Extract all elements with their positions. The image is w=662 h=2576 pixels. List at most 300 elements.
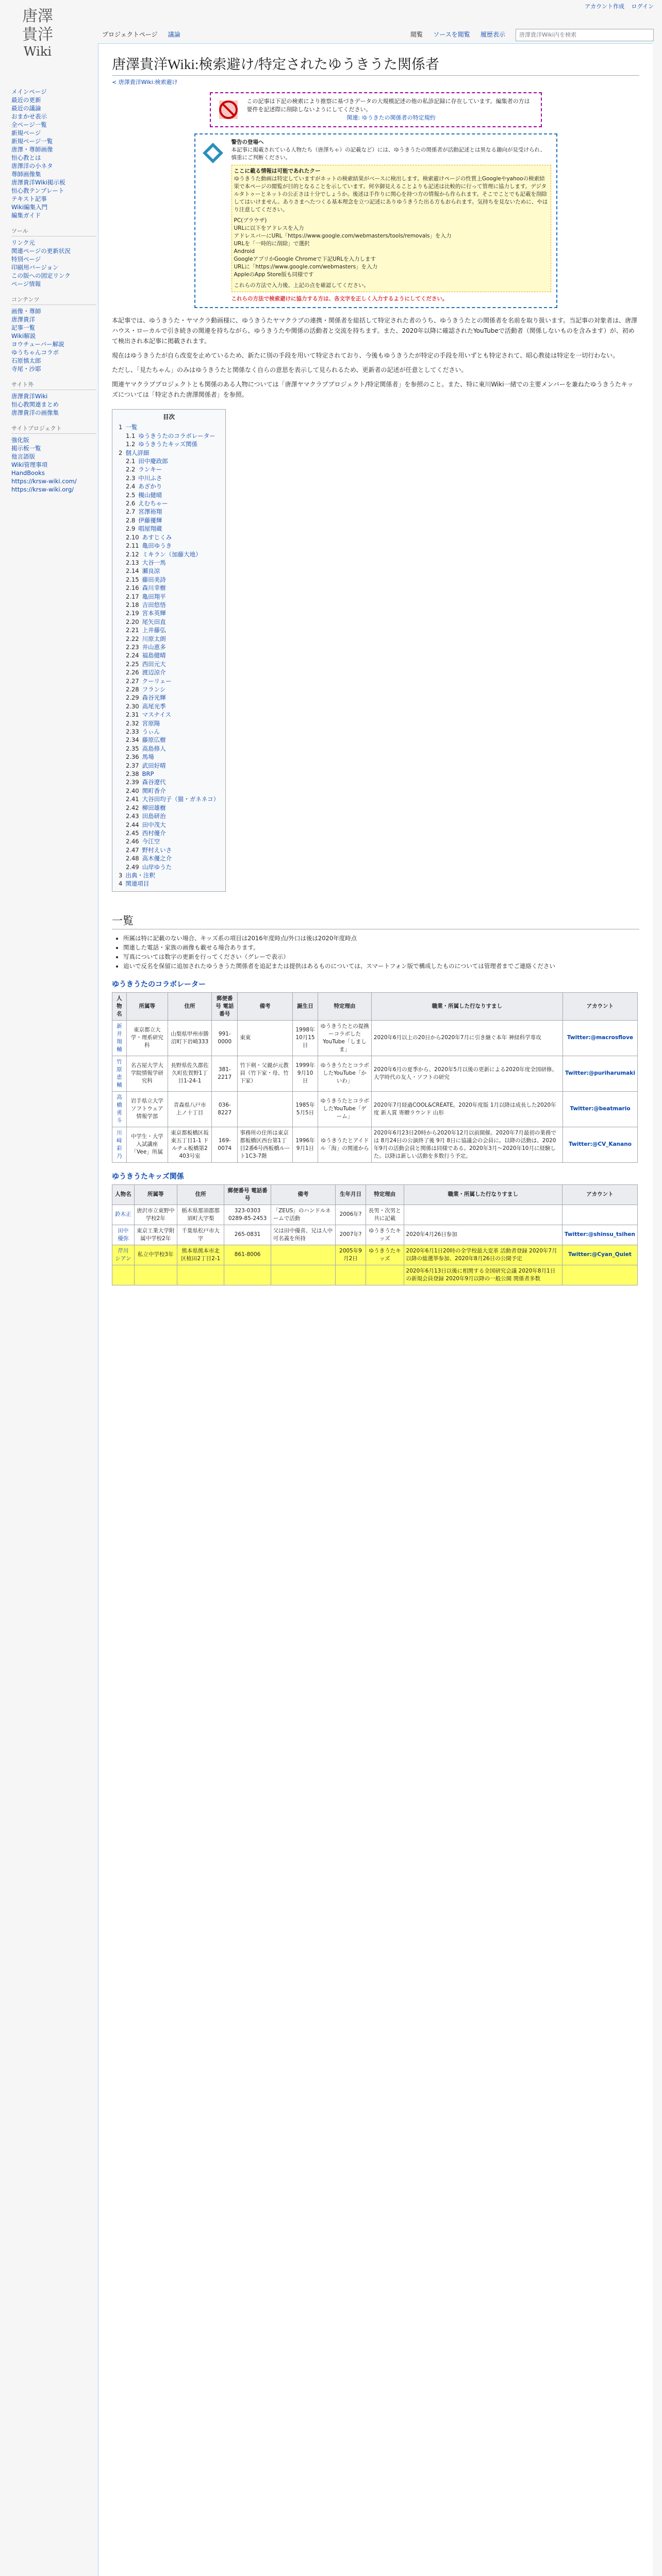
sidebar-link[interactable]: メインページ bbox=[11, 88, 47, 95]
sidebar-link[interactable]: Wiki編集入門 bbox=[11, 204, 48, 211]
sidebar-link[interactable]: 恒心教テンプレート bbox=[11, 187, 64, 194]
cell-org: 東京工業大学附属中学校2年 bbox=[134, 1225, 177, 1245]
toc-item[interactable] bbox=[119, 457, 219, 465]
toc-item[interactable] bbox=[119, 499, 219, 507]
cell-addr: 長野県佐久郡佐久町佐賀野1丁目1-24-1 bbox=[168, 1056, 212, 1091]
person-name-link[interactable]: 田中 優弥 bbox=[118, 1227, 129, 1242]
cell-addr bbox=[177, 1265, 224, 1285]
cell-note: 父は田中優喜、兄は人中可名義を所持 bbox=[271, 1225, 335, 1245]
toc-item[interactable] bbox=[119, 778, 219, 786]
sidebar-link[interactable]: 唐澤・尊師画像 bbox=[11, 146, 53, 153]
toc-link[interactable]: 大谷一馬 bbox=[142, 558, 166, 566]
sidebar-link[interactable]: 他言語版 bbox=[11, 453, 35, 460]
toc-item[interactable] bbox=[119, 432, 219, 440]
sidebar-link[interactable]: 寺尾・沙耶 bbox=[11, 365, 41, 372]
toc-item[interactable] bbox=[119, 516, 219, 524]
toc-item[interactable] bbox=[119, 465, 219, 473]
toc-link[interactable]: マスナイス bbox=[142, 711, 171, 719]
cell-org: 東京都立大学・理系研究科 bbox=[126, 1020, 168, 1056]
toc-item[interactable] bbox=[119, 812, 219, 820]
toc-number: 2.28 bbox=[126, 686, 139, 693]
cell-bday: 2007年? bbox=[335, 1225, 366, 1245]
warning-inner-box bbox=[231, 165, 551, 292]
cell-zip bbox=[224, 1265, 271, 1285]
toc-item[interactable] bbox=[119, 541, 219, 550]
toc-link[interactable]: 吉田悠悟 bbox=[142, 601, 166, 608]
tab-project-page[interactable]: プロジェクトページ bbox=[102, 31, 158, 38]
sidebar-heading: サイト外 bbox=[11, 380, 96, 390]
cell-name bbox=[112, 1056, 127, 1091]
toc-item[interactable] bbox=[119, 423, 219, 431]
table-row bbox=[112, 1020, 638, 1056]
person-name-link[interactable]: 新井翔輔 bbox=[117, 1023, 122, 1053]
toc-number: 2.48 bbox=[126, 855, 139, 862]
person-name-link[interactable]: 川﨑 彩乃 bbox=[117, 1129, 122, 1159]
toc-item[interactable] bbox=[119, 491, 219, 499]
toc-item[interactable] bbox=[119, 871, 219, 879]
toc-item[interactable] bbox=[119, 821, 219, 829]
toc-link[interactable]: 一覧 bbox=[125, 423, 138, 431]
toc-link[interactable]: 森谷光輝 bbox=[142, 694, 166, 702]
column-header: 人物名 bbox=[112, 992, 127, 1020]
kids-heading[interactable]: ゆうきうたキッズ関係 bbox=[112, 1172, 184, 1181]
toc-link[interactable]: 関連項目 bbox=[125, 880, 150, 888]
cell-addr: 東京都板橋区坂東五丁目1-1 ドルチェ板橋第2 403号室 bbox=[168, 1127, 212, 1162]
toc-number: 2.33 bbox=[126, 728, 139, 736]
toc-link[interactable]: 野村えいさ bbox=[142, 846, 172, 854]
toc-item[interactable] bbox=[119, 702, 219, 710]
account-link[interactable]: Twitter:@beatmario bbox=[570, 1106, 631, 1112]
table-of-contents bbox=[112, 409, 226, 892]
collaborators-table bbox=[112, 992, 638, 1163]
toc-number: 2.29 bbox=[126, 694, 139, 702]
toc-item[interactable] bbox=[119, 863, 219, 871]
column-header: アカウント bbox=[562, 1184, 637, 1205]
sidebar-link[interactable]: Wiki管理事項 bbox=[11, 461, 48, 468]
toc-item[interactable] bbox=[119, 449, 219, 457]
site-logo[interactable] bbox=[14, 7, 61, 69]
toc-item[interactable] bbox=[119, 770, 219, 778]
toc-number: 2.5 bbox=[126, 491, 136, 499]
toc-item[interactable] bbox=[119, 829, 219, 837]
warning-step: URLに「https://www.google.com/webmasters」を入力 bbox=[234, 264, 378, 270]
cell-reason: ゆうきうたとアイドル「海」の関連から bbox=[318, 1127, 372, 1162]
create-account-link[interactable]: アカウント作成 bbox=[585, 3, 625, 10]
cell-org: 岩手県立大学 ソフトウェア情報学部 bbox=[126, 1091, 168, 1127]
toc-item[interactable] bbox=[119, 482, 219, 490]
toc-number: 2.34 bbox=[126, 736, 139, 744]
toc-link[interactable]: 唱屋翔蔵 bbox=[138, 525, 162, 533]
toc-link[interactable]: 馬場 bbox=[142, 753, 154, 761]
toc-link[interactable]: 亀田翔平 bbox=[142, 592, 166, 600]
toc-item[interactable] bbox=[119, 584, 219, 592]
sidebar-link[interactable]: 編集ガイド bbox=[11, 212, 41, 219]
toc-number: 2.23 bbox=[126, 643, 139, 651]
sidebar-link[interactable]: 唐澤洋の小ネタ bbox=[11, 162, 53, 170]
person-name-link[interactable]: 高橋 勇斗 bbox=[117, 1094, 122, 1124]
toc-link[interactable]: うぃん bbox=[142, 728, 160, 736]
sidebar-link[interactable]: HandBooks bbox=[11, 469, 45, 477]
cell-note: 「ZEUS」のハンドルネームで活動 bbox=[271, 1205, 335, 1225]
sidebar-link[interactable]: 石原慎太郎 bbox=[11, 357, 41, 364]
toc-link[interactable]: 宮澤裕翔 bbox=[138, 508, 162, 516]
toc-link[interactable]: 井山恵多 bbox=[142, 643, 166, 651]
cell-acc bbox=[562, 1225, 637, 1245]
tab-talk[interactable]: 議論 bbox=[168, 31, 180, 38]
sidebar-link[interactable]: リンク元 bbox=[11, 239, 35, 246]
cell-acc bbox=[562, 1127, 637, 1162]
toc-link[interactable]: 田中慶政郎 bbox=[138, 457, 168, 465]
section-list-heading: 一覧 bbox=[112, 912, 639, 929]
warning-box-title: ここに載る情報は可能であれたクー bbox=[234, 168, 321, 174]
toc-item[interactable] bbox=[119, 744, 219, 753]
person-name-link[interactable]: 竹原 恵輔 bbox=[117, 1058, 122, 1088]
account-link[interactable]: Twitter:@macrosflove bbox=[567, 1035, 634, 1041]
toc-link[interactable]: BRP bbox=[142, 770, 154, 778]
cell-org bbox=[134, 1265, 177, 1285]
toc-link[interactable]: ゆうきうたのコラボレーター bbox=[138, 432, 216, 439]
sidebar-link[interactable]: 唐澤貴洋 bbox=[11, 316, 35, 323]
sidebar-link[interactable]: https://krsw-wiki.com/ bbox=[11, 478, 77, 485]
toc-link[interactable]: あすじくみ bbox=[142, 533, 172, 541]
toc-item[interactable] bbox=[119, 854, 219, 862]
intro-paragraph-2: 現在はゆうきうたが自ら改変を止めているため、新たに別の手段を用いて特定されており、今後もゆうきうたが特定の手段を用いずとも特定されて、昭心教徒は特定を一切行わない。 bbox=[112, 352, 619, 359]
warning-step: URLに以下をアドレスを入力 bbox=[234, 225, 304, 231]
toc-link[interactable]: 福島健晴 bbox=[142, 652, 166, 659]
cell-addr: 千葉県松戸市大字 bbox=[177, 1225, 224, 1245]
toc-item[interactable] bbox=[119, 879, 219, 888]
cell-zip: 036-8227 bbox=[212, 1091, 238, 1127]
toc-item[interactable] bbox=[119, 651, 219, 659]
toc-link[interactable]: 森川幸樹 bbox=[142, 584, 166, 592]
account-link[interactable]: Twitter:@shinsu_tsihen bbox=[564, 1231, 635, 1238]
cell-job: 2020年6月1日20時の全学校最大変革 活動者登録 2020年7月以降の総選挙参加、2020年8月26日の公開予定 bbox=[404, 1245, 562, 1265]
toc-item[interactable] bbox=[119, 837, 219, 845]
sidebar-link[interactable]: 関連ページの更新状況 bbox=[11, 247, 71, 255]
toc-link[interactable]: 高島修人 bbox=[142, 744, 166, 752]
cell-job: 2020年6月23日20時から2020年12月以前開催。2020年7月最初の業務では 8月24日の公演終了後 9月 8日に協議会の会員に。以降の活動は、2020年9月の活動会員と関係は同様である。2020年3月〜2020年10月に経験した。以降は新しい活動を多数行う予定。 bbox=[371, 1127, 562, 1162]
toc-item[interactable] bbox=[119, 710, 219, 719]
warning-note: これらの方法で入力後、上記の点を確認してください。 bbox=[234, 282, 369, 289]
toc-link[interactable]: 上井藤弘 bbox=[142, 626, 166, 634]
toc-link[interactable]: 武田好晴 bbox=[142, 761, 166, 769]
cell-org: 名古屋大学大学院情報学研究科 bbox=[126, 1056, 168, 1091]
cell-acc bbox=[562, 1205, 637, 1225]
collaborators-heading[interactable]: ゆうきうたのコラボレーター bbox=[112, 980, 206, 989]
cell-note bbox=[271, 1245, 335, 1265]
toc-number: 2.9 bbox=[126, 525, 136, 533]
tab-view-source[interactable]: ソースを閲覧 bbox=[433, 31, 470, 38]
logo-line3: Wiki bbox=[23, 44, 52, 59]
column-header: 特定理由 bbox=[318, 992, 372, 1020]
cell-job: 2020年6月の夏季から、2020年5月以後の更新による2020年度全国研修。大学時代の友人・ソフトの研究 bbox=[371, 1056, 562, 1091]
intro-paragraph-3: ただし、「見たちゃん」のみはゆうきうたと関係なく自らの意思を表示して見られるため、更新者の記述が任意としてください。 bbox=[112, 366, 468, 374]
cell-org: 私立中学校3年 bbox=[134, 1245, 177, 1265]
account-link[interactable]: Twitter:@Cyan_Quiet bbox=[568, 1251, 632, 1258]
toc-number: 2.46 bbox=[126, 838, 139, 845]
table-row bbox=[112, 1091, 638, 1127]
cell-acc bbox=[562, 1091, 637, 1127]
toc-item[interactable] bbox=[119, 787, 219, 795]
toc-number: 1 bbox=[119, 423, 123, 431]
cell-note bbox=[238, 1091, 292, 1127]
toc-number: 2.2 bbox=[126, 466, 136, 473]
warning-steps bbox=[234, 217, 549, 279]
toc-item[interactable] bbox=[119, 761, 219, 770]
intro-paragraph-1: 本記事では、ゆうきうた・ヤマクラ動画様に、ゆうきうたヤマクラブの連携・関係者を総括して特定された者のうち、ゆうきうたとの関係者を名前を取り扱います。当記事の対象者は、唐澤ハウス・ローカルで引き続きの関連を持ちながら、ゆうきうたや関係の活動者と交流を持ちます。また、2020年以降に確認されたYouTubeで活動者（関係しないものを含みます）が、初めて検出され本記事に掲載されます。 bbox=[112, 317, 638, 345]
toc-item[interactable] bbox=[119, 550, 219, 558]
cell-addr: 青森県八戸市 上ノ十丁目 bbox=[168, 1091, 212, 1127]
sidebar-link[interactable]: 唐澤貴洋Wiki bbox=[11, 393, 48, 400]
toc-number: 2.49 bbox=[126, 863, 139, 871]
cell-job: 2020年6月以上の20日から2020年7月に引き継ぐ本年 神経科学専攻 bbox=[371, 1020, 562, 1056]
account-link[interactable]: Twitter:@CV_Kanano bbox=[569, 1141, 632, 1148]
sidebar-link[interactable]: ページ情報 bbox=[11, 280, 41, 287]
warning-step: PC(ブラウザ) bbox=[234, 217, 267, 224]
toc-item[interactable] bbox=[119, 524, 219, 533]
toc-item[interactable] bbox=[119, 575, 219, 584]
column-header: 住所 bbox=[177, 1184, 224, 1205]
sidebar-link[interactable]: 特別ページ bbox=[11, 256, 41, 263]
warning-step: GoogleアプリかGoogle Chromeで下記URLを入力します bbox=[234, 256, 376, 262]
toc-item[interactable] bbox=[119, 753, 219, 761]
toc-link[interactable]: 渡辺涼介 bbox=[142, 669, 166, 676]
sidebar-link[interactable]: 画像・尊師 bbox=[11, 308, 41, 315]
toc-number: 2.21 bbox=[126, 626, 139, 634]
toc-link[interactable]: 西田元大 bbox=[142, 660, 166, 668]
tab-history[interactable]: 履歴表示 bbox=[480, 31, 505, 38]
toc-link[interactable]: 高尾光季 bbox=[142, 702, 166, 710]
sidebar-heading: コンテンツ bbox=[11, 295, 96, 305]
toc-number: 2.12 bbox=[126, 550, 139, 558]
table-row bbox=[112, 1056, 638, 1091]
login-link[interactable]: ログイン bbox=[631, 3, 654, 10]
cell-zip: 169-0074 bbox=[212, 1127, 238, 1162]
toc-item[interactable] bbox=[119, 609, 219, 617]
intro-paragraph-4: 関連ヤマクラブプロジェクトとも関係のある人物については「唐澤ヤマクラブプロジェクト/特定関係者」を参照のこと。また、特に東川Wiki一緒での主要メンバーを兼ねたゆうきうたキッズについては「特定された唐澤関係者」を参照。 bbox=[112, 381, 634, 398]
warning-step: AppleのApp Store版も同様です bbox=[234, 272, 314, 278]
toc-link[interactable]: フランシ bbox=[142, 686, 166, 693]
cell-acc bbox=[562, 1056, 637, 1091]
toc-link[interactable]: 個人詳細 bbox=[125, 449, 150, 456]
toc-item[interactable] bbox=[119, 474, 219, 482]
sidebar-link[interactable]: 尊師画像集 bbox=[11, 171, 41, 178]
person-name-link[interactable]: 鈴木正 bbox=[115, 1211, 131, 1218]
toc-number: 2.20 bbox=[126, 618, 139, 625]
sidebar-link[interactable]: 強化版 bbox=[11, 436, 29, 444]
toc-link[interactable]: 大谷田均子（猫・ガネネコ） bbox=[142, 795, 220, 803]
toc-link[interactable]: 尾矢田直 bbox=[142, 618, 166, 625]
toc-number: 2.37 bbox=[126, 761, 139, 769]
toc-item[interactable] bbox=[119, 567, 219, 575]
toc-item[interactable] bbox=[119, 601, 219, 609]
account-link[interactable]: Twitter:@puriharumaki bbox=[565, 1070, 635, 1077]
column-header: 郵便番号 電話番号 bbox=[212, 992, 238, 1020]
toc-item[interactable] bbox=[119, 507, 219, 516]
toc-item[interactable] bbox=[119, 677, 219, 685]
toc-item[interactable] bbox=[119, 592, 219, 601]
sidebar-link[interactable]: https://krsw-wiki.org/ bbox=[11, 486, 74, 493]
sidebar-link[interactable]: 新規ページ一覧 bbox=[11, 138, 53, 145]
table-row bbox=[112, 1127, 638, 1162]
warning-step: URLを「一時的に削除」で選択 bbox=[234, 241, 310, 247]
toc-number: 2.15 bbox=[126, 575, 139, 583]
search-input[interactable]: 唐澤貴洋Wiki内を検索 bbox=[516, 29, 654, 41]
toc-item[interactable] bbox=[119, 635, 219, 643]
toc-item[interactable] bbox=[119, 685, 219, 693]
toc-item[interactable] bbox=[119, 727, 219, 736]
toc-link[interactable]: えむちゃー bbox=[138, 500, 168, 507]
breadcrumb[interactable]: < 唐澤貴洋Wiki:検索避け bbox=[112, 79, 178, 86]
toc-item[interactable] bbox=[119, 533, 219, 541]
warning-step: Android bbox=[234, 248, 255, 255]
toc-link[interactable]: 田島研治 bbox=[142, 812, 166, 820]
toc-number: 2.42 bbox=[126, 804, 139, 811]
note-item: • 関連した電話・家族の画像も載せる場合あります。 bbox=[123, 943, 639, 952]
toc-number: 2.39 bbox=[126, 778, 139, 786]
toc-item[interactable] bbox=[119, 804, 219, 812]
note-item: • 写真については数字の更新を行ってください（グレーで表示） bbox=[123, 952, 639, 961]
tab-read[interactable]: 閲覧 bbox=[410, 31, 423, 38]
column-header: 住所 bbox=[168, 992, 212, 1020]
toc-item[interactable] bbox=[119, 736, 219, 744]
cell-job: 2020年7月経過COOL&CREATE。2020年度版 1月以降は成長した2020年度 新人賞 寄贈ラウンド 山形 bbox=[371, 1091, 562, 1127]
sidebar-link[interactable]: 最近の更新 bbox=[11, 96, 41, 104]
toc-link[interactable]: 高木優之介 bbox=[142, 855, 172, 862]
toc-link[interactable]: 宮本英輝 bbox=[142, 609, 166, 617]
toc-item[interactable] bbox=[119, 558, 219, 567]
toc-item[interactable] bbox=[119, 440, 219, 448]
toc-item[interactable] bbox=[119, 846, 219, 854]
toc-link[interactable]: 瀬良涼 bbox=[142, 567, 160, 575]
person-name-link[interactable]: 芹川 シアン bbox=[115, 1247, 131, 1262]
toc-link[interactable]: 藤原広樹 bbox=[142, 736, 166, 744]
toc-item[interactable] bbox=[119, 668, 219, 676]
toc-number: 2.24 bbox=[126, 652, 139, 659]
sidebar-link[interactable]: 新規ページ bbox=[11, 129, 41, 137]
sidebar-link[interactable]: 全ページ一覧 bbox=[11, 121, 47, 128]
logo-line1: 唐澤 bbox=[22, 7, 53, 25]
cell-addr: 栃木県那須郡那須町大字梨 bbox=[177, 1205, 224, 1225]
toc-link[interactable]: 宮原陽 bbox=[142, 719, 160, 727]
notice-link[interactable]: 関連: ゆうきたの関係者の特定規約 bbox=[346, 114, 436, 121]
toc-link[interactable]: 柳田雄樹 bbox=[142, 804, 166, 811]
toc-link[interactable]: ミキラン（加藤大地） bbox=[142, 550, 202, 558]
sidebar-link[interactable]: 最近の議論 bbox=[11, 105, 41, 112]
notice-box bbox=[210, 92, 542, 127]
cell-acc bbox=[562, 1020, 637, 1056]
toc-number: 2.13 bbox=[126, 558, 139, 566]
cell-bday: 1998年10月15日 bbox=[292, 1020, 318, 1056]
toc-number: 2.30 bbox=[126, 702, 139, 710]
toc-link[interactable]: 森谷遼代 bbox=[142, 778, 166, 786]
toc-item[interactable] bbox=[119, 660, 219, 668]
cell-note bbox=[271, 1265, 335, 1285]
toc-item[interactable] bbox=[119, 719, 219, 727]
cell-reason: 長男・次男と共に記載 bbox=[366, 1205, 404, 1225]
toc-link[interactable]: 中川ふさ bbox=[138, 474, 162, 482]
cell-reason: ゆうきうたとコラボしたYouTube「ゲーム」 bbox=[318, 1091, 372, 1127]
table-row bbox=[112, 1245, 638, 1265]
toc-link[interactable]: 今江空 bbox=[142, 838, 160, 845]
sidebar-link[interactable]: おまかせ表示 bbox=[11, 113, 47, 120]
cell-note: 事務所の住所は東京都板橋区西台第1丁目2番6号西板橋ルート1C3-7階 bbox=[238, 1127, 292, 1162]
sidebar-link[interactable]: 記事一覧 bbox=[11, 324, 35, 331]
toc-link[interactable]: ランキー bbox=[138, 466, 162, 473]
column-header: 誕生日 bbox=[292, 992, 318, 1020]
cell-name bbox=[112, 1225, 135, 1245]
toc-link[interactable]: 山岸ゆうた bbox=[142, 863, 172, 871]
toc-link[interactable]: 出典・注釈 bbox=[125, 871, 155, 879]
column-header: アカウント bbox=[562, 992, 637, 1020]
sidebar-link[interactable]: ゆうちゃんコラボ bbox=[11, 349, 59, 356]
sidebar-link[interactable]: Wiki解説 bbox=[11, 332, 36, 340]
cell-reason: ゆうきうたとの提携ーコラボしたYouTube「しましま」 bbox=[318, 1020, 372, 1056]
toc-link[interactable]: あざかり bbox=[138, 483, 162, 490]
toc-number: 2.11 bbox=[126, 542, 139, 550]
column-header: 郵便番号 電話番号 bbox=[224, 1184, 271, 1205]
toc-number: 2.22 bbox=[126, 635, 139, 642]
toc-link[interactable]: 亀田ゆうき bbox=[142, 542, 172, 550]
toc-number: 2.1 bbox=[126, 457, 136, 465]
toc-number: 2.19 bbox=[126, 609, 139, 617]
notes-list bbox=[112, 934, 639, 971]
toc-link[interactable]: 西村優介 bbox=[142, 829, 166, 837]
table-row bbox=[112, 1205, 638, 1225]
toc-item[interactable] bbox=[119, 795, 219, 803]
toc-item[interactable] bbox=[119, 693, 219, 702]
sidebar-link[interactable]: テキスト記事 bbox=[11, 195, 47, 202]
cell-name bbox=[112, 1205, 135, 1225]
toc-number: 2.16 bbox=[126, 584, 139, 592]
toc-number: 2.26 bbox=[126, 669, 139, 676]
toc-link[interactable]: 川原太朗 bbox=[142, 635, 166, 642]
toc-link[interactable]: ゆうきうたキッズ関係 bbox=[138, 440, 198, 448]
toc-number: 2.41 bbox=[126, 795, 139, 803]
sidebar-link[interactable]: 恒心教関連まとめ bbox=[11, 401, 59, 408]
toc-link[interactable]: クーリェー bbox=[142, 677, 172, 685]
toc-item[interactable] bbox=[119, 626, 219, 634]
warning-box bbox=[194, 133, 557, 308]
cell-note: 東東 bbox=[238, 1020, 292, 1056]
toc-link[interactable]: 藤田美詩 bbox=[142, 575, 166, 583]
column-header: 所属等 bbox=[134, 1184, 177, 1205]
sidebar-link[interactable]: 唐澤貴洋の画像集 bbox=[11, 409, 59, 416]
sidebar-link[interactable]: 唐澤貴洋Wiki掲示板 bbox=[11, 179, 65, 186]
sidebar-link[interactable]: この版への固定リンク bbox=[11, 272, 71, 279]
toc-number: 2.10 bbox=[126, 533, 139, 541]
cell-name bbox=[112, 1265, 135, 1285]
toc-number: 2.25 bbox=[126, 660, 139, 668]
toc-link[interactable]: 伊藤優輝 bbox=[138, 516, 162, 524]
sidebar-heading: ツール bbox=[11, 227, 96, 236]
toc-link[interactable]: 田中茂大 bbox=[142, 821, 166, 828]
warning-step: アドレスバーにURL「https://www.google.com/webmasters/tools/removals」を入力 bbox=[234, 233, 452, 239]
sidebar-link[interactable]: 恒心教とは bbox=[11, 154, 41, 161]
toc-link[interactable]: 槻山健晴 bbox=[138, 491, 162, 499]
sidebar-link[interactable]: ヨウチューバー解説 bbox=[11, 341, 64, 348]
cell-name bbox=[112, 1127, 127, 1162]
sidebar-link[interactable]: 掲示板一覧 bbox=[11, 445, 41, 452]
sidebar-link[interactable]: 印刷用バージョン bbox=[11, 264, 59, 271]
toc-link[interactable]: 関町香介 bbox=[142, 787, 166, 794]
column-header: 特定理由 bbox=[366, 1184, 404, 1205]
cell-zip: 265-0831 bbox=[224, 1225, 271, 1245]
toc-number: 1.2 bbox=[126, 440, 136, 448]
toc-item[interactable] bbox=[119, 643, 219, 651]
cell-addr: 山梨県甲州市勝沼町下岩崎333 bbox=[168, 1020, 212, 1056]
toc-item[interactable] bbox=[119, 618, 219, 626]
